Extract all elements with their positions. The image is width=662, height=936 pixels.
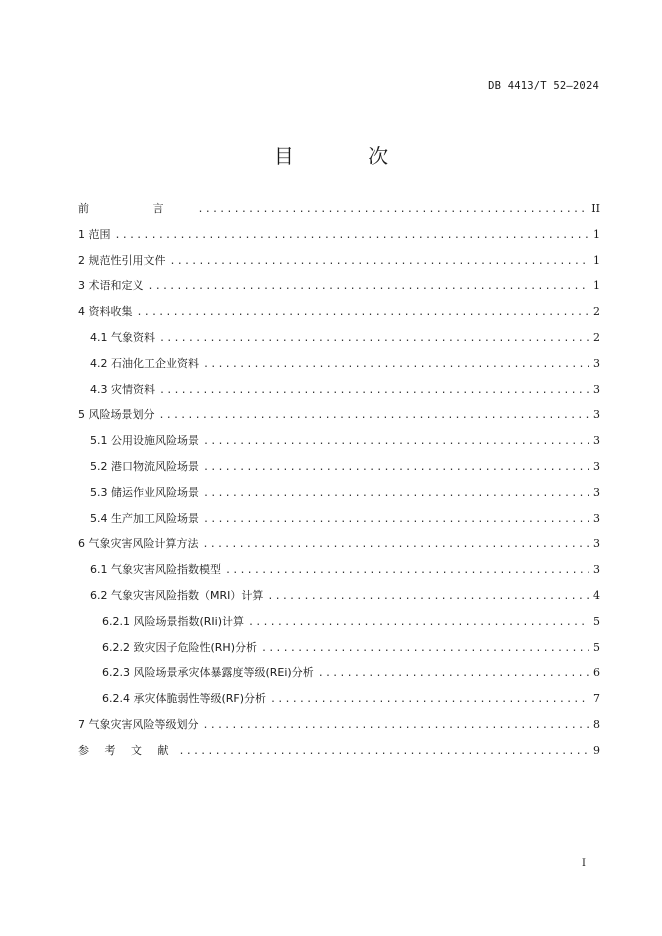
toc-entry[interactable] [78, 712, 600, 738]
toc-entry-label: 6.2.1 风险场景指数(RIi)计算 [102, 614, 245, 628]
toc-entry-label: 4 资料收集 [78, 305, 133, 319]
toc-entry[interactable] [78, 738, 600, 764]
toc-entry-label: 2 规范性引用文件 [78, 253, 166, 267]
toc-entry-label: 6.2.2 致灾因子危险性(RH)分析 [102, 640, 257, 654]
toc-entry-label: 参 考 文 献 [78, 743, 175, 757]
toc-entry-label: 5.3 储运作业风险场景 [90, 485, 199, 499]
toc-entry-page: 2 [593, 330, 600, 344]
toc-leader-dots [203, 429, 589, 455]
toc-entry-page: 3 [593, 563, 600, 577]
toc-entry-page: 3 [593, 356, 600, 370]
toc-entry[interactable] [78, 609, 600, 635]
toc-leader-dots [318, 661, 589, 687]
toc-entry-page: 9 [593, 743, 600, 757]
toc-entry-page: 3 [593, 459, 600, 473]
toc-entry-page: 6 [593, 666, 600, 680]
toc-leader-dots [203, 532, 590, 558]
toc-entry-page: 3 [593, 382, 600, 396]
toc-leader-dots [203, 507, 589, 533]
toc-leader-dots [115, 223, 590, 249]
toc-entry-page: 1 [593, 253, 600, 267]
toc-entry-label: 前 言 [78, 202, 194, 215]
toc-entry[interactable] [78, 635, 600, 661]
toc-entry-label: 6.2.3 风险场景承灾体暴露度等级(REi)分析 [102, 666, 314, 680]
toc-entry[interactable] [78, 583, 600, 609]
toc-leader-dots [203, 352, 589, 378]
toc-entry-page: 3 [593, 434, 600, 448]
toc-entry[interactable] [78, 660, 600, 686]
toc-entry-page: 3 [593, 485, 600, 499]
toc-entry-page: 4 [593, 588, 600, 602]
toc-entry-page: 5 [593, 614, 600, 628]
toc-entry-label: 5.2 港口物流风险场景 [90, 459, 199, 473]
toc-leader-dots [203, 481, 589, 507]
toc-entry-label: 4.1 气象资料 [90, 330, 155, 344]
toc-leader-dots [203, 455, 589, 481]
toc-entry[interactable] [78, 273, 600, 299]
toc-entry-page: 7 [593, 692, 600, 706]
toc-entry-label: 6.2.4 承灾体脆弱性等级(RF)分析 [102, 692, 267, 706]
toc-entry-label: 4.2 石油化工企业资料 [90, 356, 199, 370]
document-code: DB 4413/T 52—2024 [488, 80, 599, 92]
toc-leader-dots [179, 739, 590, 765]
toc-entry-label: 6 气象灾害风险计算方法 [78, 537, 199, 551]
toc-leader-dots [159, 378, 589, 404]
toc-entry[interactable] [78, 377, 600, 403]
toc-leader-dots [137, 300, 590, 326]
table-of-contents [78, 196, 600, 764]
toc-entry-page: 1 [593, 279, 600, 293]
toc-entry-page: 2 [593, 305, 600, 319]
page-number: I [582, 858, 586, 869]
toc-entry-page: 1 [593, 227, 600, 241]
toc-entry[interactable] [78, 248, 600, 274]
toc-leader-dots [225, 558, 589, 584]
toc-entry-label: 5 风险场景划分 [78, 408, 155, 422]
toc-entry[interactable] [78, 480, 600, 506]
toc-leader-dots [270, 687, 589, 713]
toc-leader-dots [148, 274, 590, 300]
toc-leader-dots [198, 197, 588, 223]
toc-entry[interactable] [78, 531, 600, 557]
toc-entry[interactable] [78, 454, 600, 480]
toc-entry-page: 3 [593, 511, 600, 525]
toc-entry[interactable] [78, 325, 600, 351]
toc-entry[interactable] [78, 351, 600, 377]
toc-entry[interactable] [78, 428, 600, 454]
toc-entry-page: 3 [593, 408, 600, 422]
toc-entry[interactable] [78, 557, 600, 583]
page-title: 目 次 [273, 144, 423, 168]
toc-entry[interactable] [78, 686, 600, 712]
toc-entry[interactable] [78, 506, 600, 532]
toc-leader-dots [170, 249, 590, 275]
toc-entry[interactable] [78, 402, 600, 428]
toc-entry[interactable] [78, 222, 600, 248]
toc-entry-label: 7 气象灾害风险等级划分 [78, 717, 199, 731]
toc-entry-label: 6.1 气象灾害风险指数模型 [90, 563, 221, 577]
toc-leader-dots [203, 713, 590, 739]
toc-entry-label: 5.4 生产加工风险场景 [90, 511, 199, 525]
toc-entry-label: 3 术语和定义 [78, 279, 144, 293]
toc-entry[interactable] [78, 299, 600, 325]
toc-entry[interactable] [78, 196, 600, 222]
toc-leader-dots [267, 584, 589, 610]
toc-leader-dots [248, 610, 589, 636]
toc-entry-page: 5 [593, 640, 600, 654]
toc-entry-page: 8 [593, 717, 600, 731]
toc-entry-label: 6.2 气象灾害风险指数（MRI）计算 [90, 588, 264, 602]
toc-entry-label: 5.1 公用设施风险场景 [90, 434, 199, 448]
toc-leader-dots [261, 636, 589, 662]
toc-entry-label: 1 范围 [78, 227, 111, 241]
toc-entry-page: 3 [593, 537, 600, 551]
toc-entry-label: 4.3 灾情资料 [90, 382, 155, 396]
toc-leader-dots [159, 326, 589, 352]
toc-leader-dots [159, 403, 590, 429]
toc-entry-page: II [591, 202, 600, 215]
